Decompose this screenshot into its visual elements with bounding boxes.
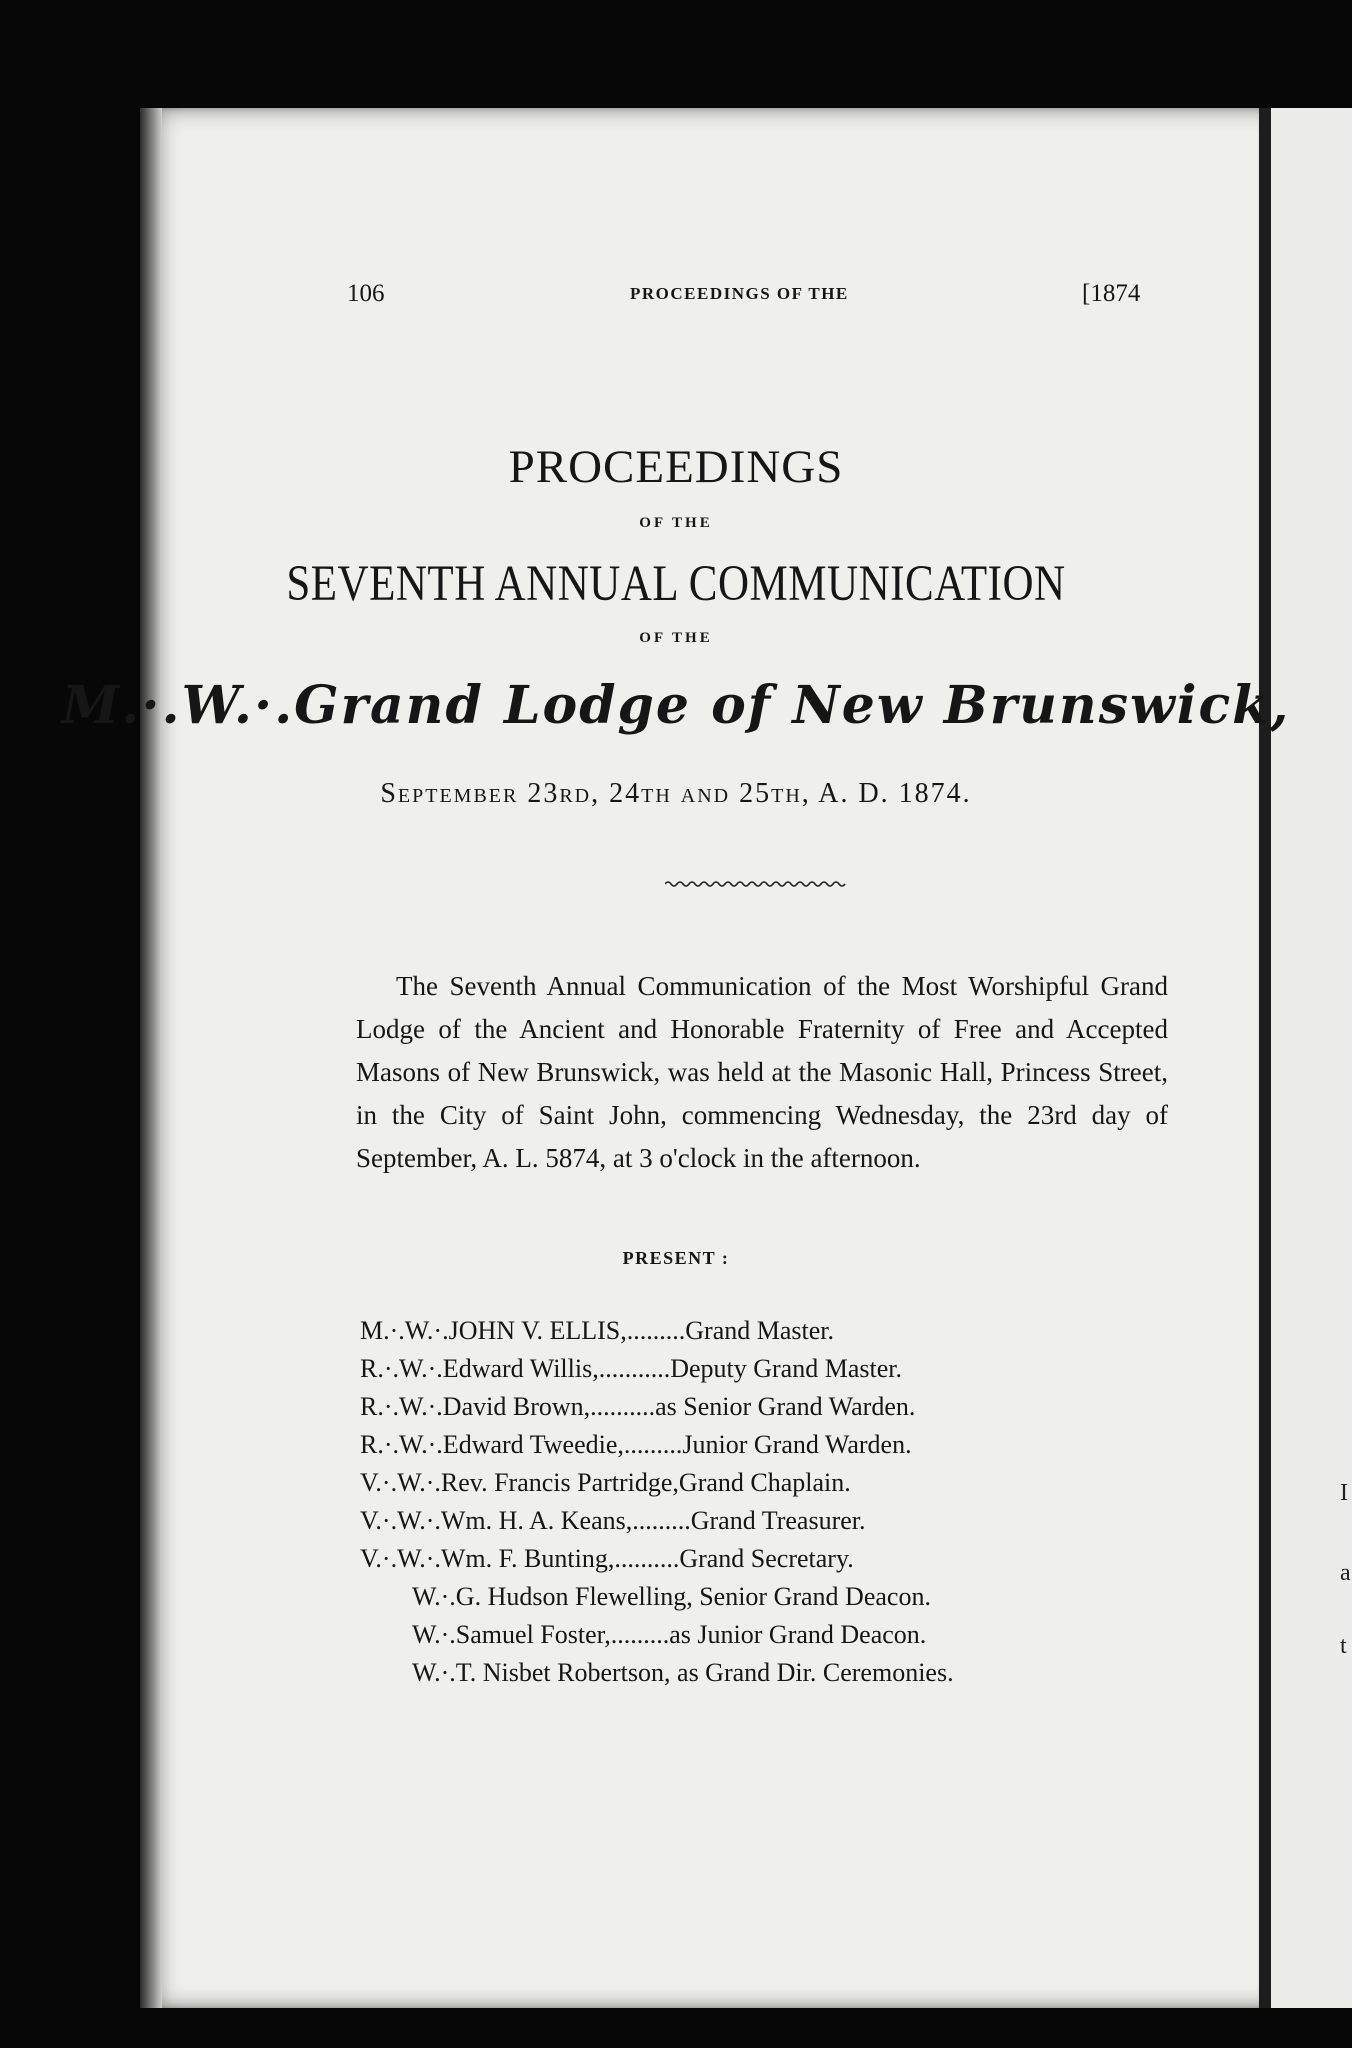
subtitle: SEVENTH ANNUAL COMMUNICATION — [286, 556, 1066, 612]
running-year: [1874 — [1082, 280, 1141, 307]
main-title: PROCEEDINGS — [508, 441, 844, 493]
present-heading: PRESENT : — [622, 1248, 730, 1268]
roster-row: V.·.W.·.Wm. F. Bunting,..........Grand Secretary. — [360, 1544, 854, 1573]
running-head — [0, 280, 1352, 316]
page-number: 106 — [347, 280, 385, 307]
roster-row: W.·.Samuel Foster,.........as Junior Grand Deacon. — [412, 1620, 927, 1649]
adjacent-page-letter: a — [1340, 1560, 1351, 1586]
page-gutter — [1259, 108, 1271, 2008]
lodge-name: M.·.W.·.Grand Lodge of New Brunswick, — [61, 675, 1291, 736]
roster-row: M.·.W.·.JOHN V. ELLIS,.........Grand Master. — [360, 1316, 834, 1345]
roster-row: R.·.W.·.David Brown,..........as Senior Grand Warden. — [360, 1392, 916, 1421]
roster-row: V.·.W.·.Rev. Francis Partridge,Grand Chaplain. — [360, 1468, 851, 1497]
roster-row: V.·.W.·.Wm. H. A. Keans,.........Grand Treasurer. — [360, 1506, 866, 1535]
opening-paragraph: The Seventh Annual Communication of the Most Worshipful Grand Lodge of the Ancient and Honorable Fraternity of Free and Accepted Masons of New Brunswick, was held at the Masonic Hall, Princess Street, in the City of Saint John, commencing Wednesday, the 23rd day of September, A. L. 5874, at 3 o'clock in the afternoon. — [356, 971, 1168, 1173]
adjacent-page-letter: t — [1340, 1633, 1347, 1659]
date-line: September 23rd, 24th and 25th, A. D. 1874. — [380, 778, 972, 809]
running-title: PROCEEDINGS OF THE — [630, 284, 849, 303]
wavy-rule-ornament — [665, 878, 847, 890]
roster-row: W.·.T. Nisbet Robertson, as Grand Dir. Ceremonies. — [412, 1658, 954, 1687]
book-spine — [140, 108, 162, 2008]
present-roster — [360, 1316, 1180, 1696]
adjacent-page-edge — [1271, 108, 1352, 2008]
roster-row: R.·.W.·.Edward Willis,...........Deputy Grand Master. — [360, 1354, 902, 1383]
roster-row: R.·.W.·.Edward Tweedie,.........Junior Grand Warden. — [360, 1430, 912, 1459]
of-the-line: OF THE — [639, 630, 713, 646]
roster-row: W.·.G. Hudson Flewelling, Senior Grand Deacon. — [412, 1582, 931, 1611]
adjacent-page-letter: I — [1340, 1480, 1348, 1506]
of-the-line: OF THE — [639, 515, 713, 531]
